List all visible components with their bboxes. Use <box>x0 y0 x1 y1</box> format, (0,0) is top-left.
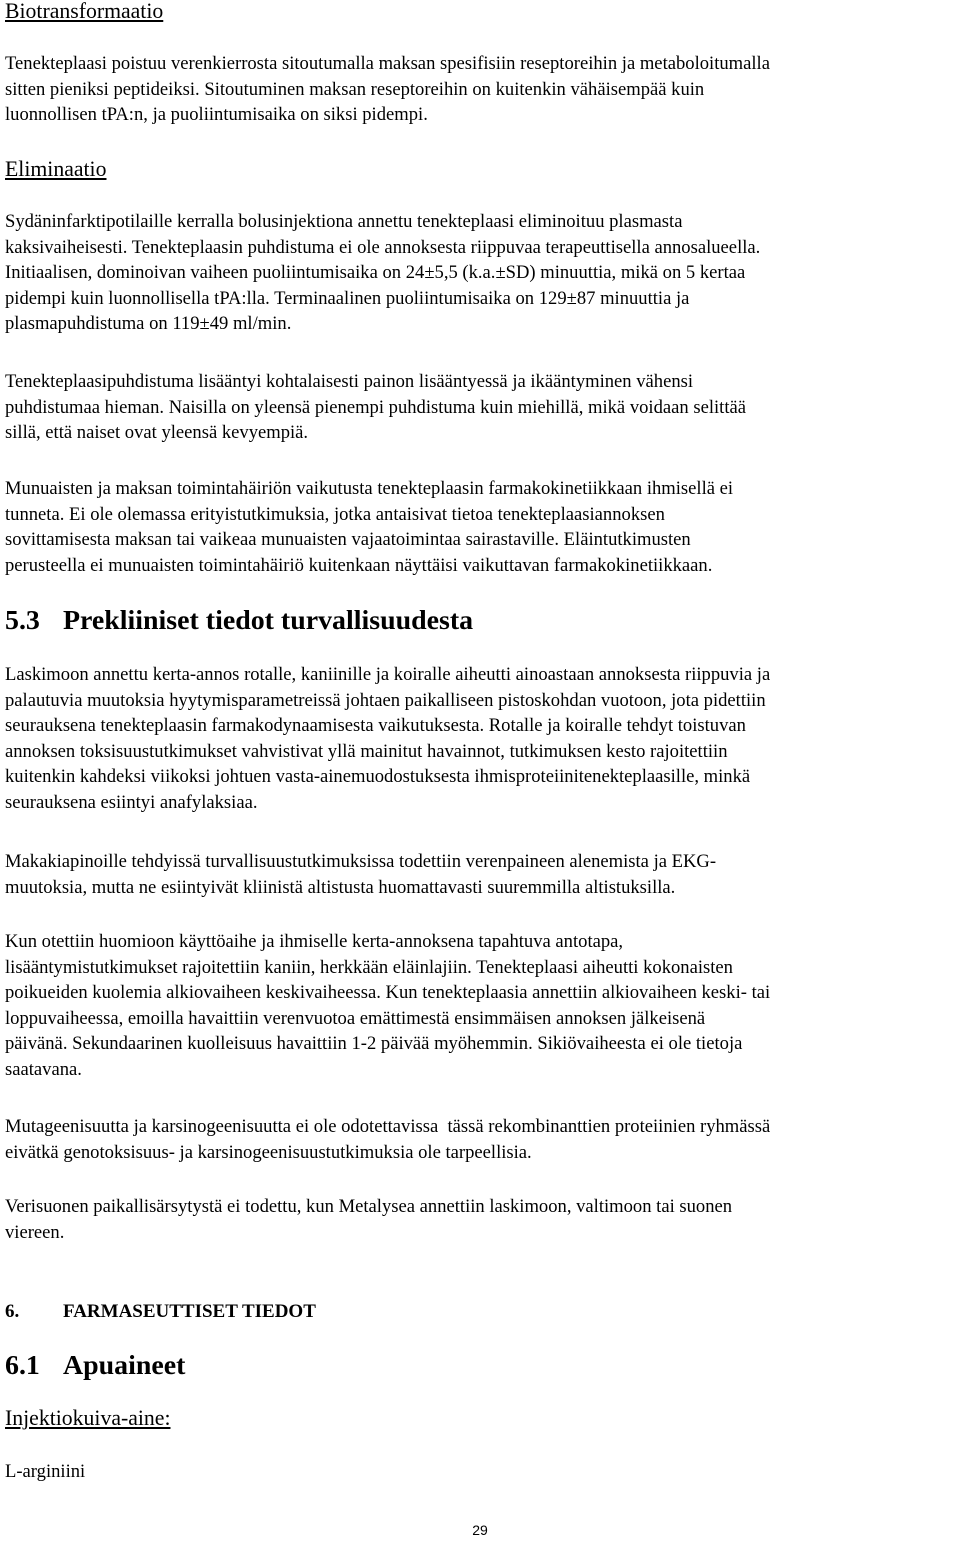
preclinical-paragraph-4 <box>5 1114 957 1165</box>
section-5-3-heading <box>5 605 474 636</box>
preclinical-paragraph-5 <box>5 1194 957 1245</box>
elimination-paragraph-3 <box>5 476 957 578</box>
text-line: poikueiden kuolemia alkiovaiheen keskivaiheessa. Kun tenekteplaasia annettiin alkiovaiheen keski- tai <box>5 982 771 1004</box>
text-line: saatavana. <box>5 1058 82 1080</box>
page-number: 29 <box>472 1522 488 1538</box>
text-line: loppuvaiheessa, emoilla havaittiin verenvuotoa emättimestä ensimmäisen annoksen jälkeisenä <box>5 1007 706 1029</box>
text-line: pidempi kuin luonnollisella tPA:lla. Terminaalinen puoliintumisaika on 129±87 minuuttia ja <box>5 287 690 309</box>
text-line: lisääntymistutkimukset rajoitettiin kaniin, herkkään eläinlajiin. Tenekteplaasi aiheutti kokonaisten <box>5 956 733 978</box>
text-line: Tenekteplaasipuhdistuma lisääntyi kohtalaisesti painon lisääntyessä ja ikääntyminen vähensi <box>5 371 694 392</box>
section-number: 5.3 <box>5 605 40 636</box>
section-title: Apuaineet <box>63 1350 186 1381</box>
section-title: FARMASEUTTISET TIEDOT <box>63 1301 316 1322</box>
biotransformation-heading: Biotransformaatio <box>5 0 164 23</box>
text-line: plasmapuhdistuma on 119±49 ml/min. <box>5 313 292 335</box>
preclinical-paragraph-1 <box>5 662 957 816</box>
text-line: Makakiapinoille tehdyissä turvallisuustutkimuksissa todettiin verenpaineen alenemista ja EKG- <box>5 851 717 872</box>
text-line: seurauksena tenekteplaasin farmakodynaamisesta vaikutuksesta. Rotalle ja koiralle tehdyt toistuvan <box>5 715 746 737</box>
text-line: Verisuonen paikallisärsytystä ei todettu, kun Metalysea annettiin laskimoon, valtimoon tai suonen <box>5 1196 733 1217</box>
text-line: Kun otettiin huomioon käyttöaihe ja ihmiselle kerta-annoksena tapahtuva antotapa, <box>5 931 624 952</box>
text-line: annoksen toksisuustutkimukset vahvistivat yllä mainitut havainnot, tutkimuksen kesto rajoitettiin <box>5 740 728 762</box>
text-line: seurauksena esiintyi anafylaksiaa. <box>5 791 258 813</box>
text-line: päivänä. Sekundaarinen kuolleisuus havaittiin 1-2 päivää myöhemmin. Sikiövaiheesta ei ole tietoja <box>5 1033 743 1055</box>
text-line: Laskimoon annettu kerta-annos rotalle, kaniinille ja koiralle aiheutti ainoastaan annoksesta riippuvia ja <box>5 664 771 685</box>
text-line: Initiaalisen, dominoivan vaiheen puoliintumisaika on 24±5,5 (k.a.±SD) minuuttia, mikä on 5 kertaa <box>5 262 746 284</box>
text-line: sitten pieniksi peptideiksi. Sitoutuminen maksan reseptoreihin on kuitenkin vähäisempää kuin <box>5 78 705 100</box>
text-line: muutoksia, mutta ne esiintyivät kliinistä altistusta huomattavasti suuremmilla altistuksilla. <box>5 876 676 898</box>
text-line: luonnollisen tPA:n, ja puoliintumisaika on siksi pidempi. <box>5 104 428 126</box>
text-line: sovittamisesta maksan tai vaikeaa munuaisten vajaatoimintaa sairastaville. Eläintutkimusten <box>5 529 691 551</box>
text-line: kuitenkin kahdeksi viikoksi johtuen vasta-ainemuodostuksesta ihmisproteiinitenekteplaasille, minkä <box>5 766 751 788</box>
text-line: tunneta. Ei ole olemassa erityistutkimuksia, jotka antaisivat tietoa tenekteplaasiannoksen <box>5 503 665 525</box>
preclinical-paragraph-3 <box>5 929 957 1083</box>
text-line: eivätkä genotoksisuus- ja karsinogeenisuustutkimuksia ole tarpeellisia. <box>5 1141 532 1163</box>
text-line: puhdistumaa hieman. Naisilla on yleensä pienempi puhdistuma kuin miehillä, mikä voidaan selittää <box>5 396 746 418</box>
text-line: Munuaisten ja maksan toimintahäiriön vaikutusta tenekteplaasin farmakokinetiikkaan ihmisellä ei <box>5 478 734 499</box>
text-line: Mutageenisuutta ja karsinogeenisuutta ei ole odotettavissa tässä rekombinanttien proteiinien ryhmässä <box>5 1116 771 1137</box>
section-number: 6. <box>5 1301 20 1322</box>
section-6-heading <box>5 1299 316 1325</box>
text-line: sillä, että naiset ovat yleensä kevyempiä. <box>5 422 309 444</box>
text-line: viereen. <box>5 1221 65 1243</box>
section-title: Prekliiniset tiedot turvallisuudesta <box>63 605 474 636</box>
excipient-item: L-arginiini <box>5 1461 86 1482</box>
excipients-subheading: Injektiokuiva-aine: <box>5 1406 171 1430</box>
section-6-1-heading <box>5 1350 186 1381</box>
text-line: palautuvia muutoksia hyytymisparametreissä johtaen paikalliseen pistoskohdan vuotoon, jota pidettiin <box>5 689 766 711</box>
text-line: Tenekteplaasi poistuu verenkierrosta sitoutumalla maksan spesifisiin reseptoreihin ja metaboloitumalla <box>5 53 770 74</box>
text-line: perusteella ei munuaisten toimintahäiriö kuitenkaan näyttäisi vaikuttavan farmakokinetiikkaan. <box>5 554 713 576</box>
biotransformation-paragraph <box>5 51 957 128</box>
elimination-heading: Eliminaatio <box>5 157 107 181</box>
preclinical-paragraph-2 <box>5 849 957 900</box>
section-number: 6.1 <box>5 1350 40 1381</box>
elimination-paragraph-1 <box>5 209 957 337</box>
text-line: Sydäninfarktipotilaille kerralla bolusinjektiona annettu tenekteplaasi eliminoituu plasmasta <box>5 211 683 232</box>
text-line: kaksivaiheisesti. Tenekteplaasin puhdistuma ei ole annoksesta riippuvaa terapeuttisella annosalueella. <box>5 236 761 258</box>
elimination-paragraph-2 <box>5 369 957 446</box>
